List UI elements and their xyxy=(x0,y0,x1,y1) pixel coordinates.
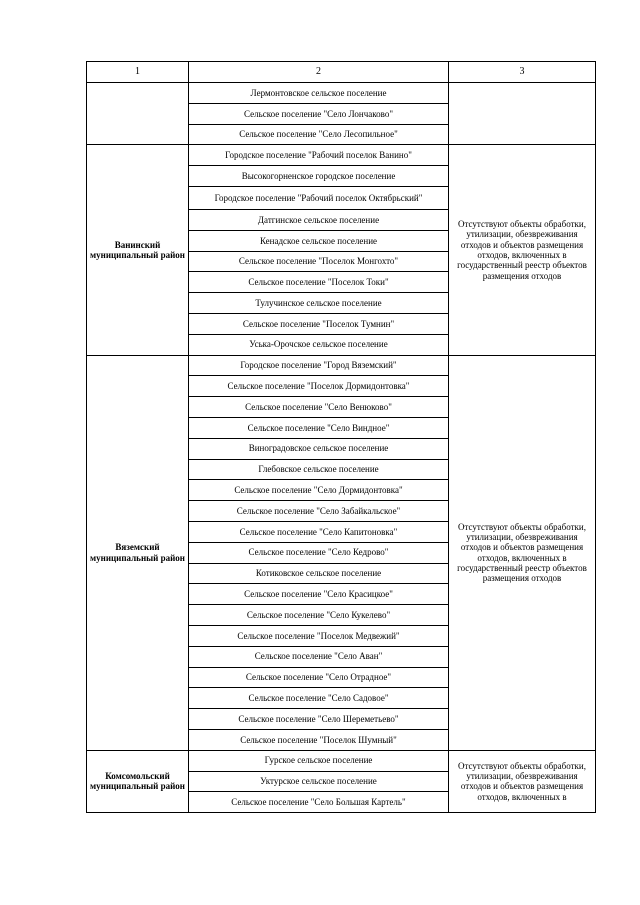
settlement-cell: Сельское поселение "Село Красицкое" xyxy=(189,584,449,605)
header-col-2: 2 xyxy=(189,62,449,83)
settlement-cell: Тулучинское сельское поселение xyxy=(189,293,449,314)
settlement-cell: Сельское поселение "Поселок Медвежий" xyxy=(189,625,449,646)
settlement-cell: Лермонтовское сельское поселение xyxy=(189,83,449,104)
district-cell-empty xyxy=(87,83,189,145)
district-name: Вяземский муниципальный район xyxy=(87,355,189,750)
district-note: Отсутствуют объекты обработки, утилизации, обезвреживания отходов и объектов размещения отходов, включенных в государственный реестр объектов размещения отходов xyxy=(449,145,596,355)
settlement-cell: Сельское поселение "Поселок Дормидонтовка" xyxy=(189,376,449,397)
district-note: Отсутствуют объекты обработки, утилизации, обезвреживания отходов и объектов размещения отходов, включенных в xyxy=(449,750,596,812)
header-row xyxy=(87,62,596,83)
table-row xyxy=(87,355,596,376)
settlement-cell: Глебовское сельское поселение xyxy=(189,459,449,480)
settlement-cell: Сельское поселение "Село Виндное" xyxy=(189,417,449,438)
settlement-cell: Котиковское сельское поселение xyxy=(189,563,449,584)
settlement-cell: Сельское поселение "Поселок Монгохто" xyxy=(189,251,449,272)
table-row xyxy=(87,83,596,104)
district-name: Ванинский муниципальный район xyxy=(87,145,189,355)
settlement-cell: Сельское поселение "Село Шереметьево" xyxy=(189,709,449,730)
settlement-cell: Сельское поселение "Село Венюково" xyxy=(189,397,449,418)
table-row xyxy=(87,750,596,771)
settlement-cell: Сельское поселение "Село Кукелево" xyxy=(189,605,449,626)
settlement-cell: Городское поселение "Рабочий поселок Октябрьский" xyxy=(189,186,449,209)
note-cell-empty xyxy=(449,83,596,145)
settlement-cell: Сельское поселение "Поселок Токи" xyxy=(189,272,449,293)
settlement-cell: Сельское поселение "Село Большая Картель" xyxy=(189,792,449,813)
settlement-cell: Уська-Орочское сельское поселение xyxy=(189,334,449,355)
header-col-1: 1 xyxy=(87,62,189,83)
settlement-cell: Кенадское сельское поселение xyxy=(189,230,449,251)
settlement-cell: Сельское поселение "Село Лончаково" xyxy=(189,103,449,124)
settlement-cell: Сельское поселение "Село Дормидонтовка" xyxy=(189,480,449,501)
district-note: Отсутствуют объекты обработки, утилизации, обезвреживания отходов и объектов размещения отходов, включенных в государственный реестр объектов размещения отходов xyxy=(449,355,596,750)
settlement-cell: Городское поселение "Рабочий поселок Ванино" xyxy=(189,145,449,166)
header-col-3: 3 xyxy=(449,62,596,83)
settlement-cell: Гурское сельское поселение xyxy=(189,750,449,771)
settlement-cell: Сельское поселение "Село Капитоновка" xyxy=(189,521,449,542)
district-name: Комсомольский муниципальный район xyxy=(87,750,189,812)
settlement-cell: Высокогорненское городское поселение xyxy=(189,166,449,187)
settlement-cell: Сельское поселение "Село Отрадное" xyxy=(189,667,449,688)
settlement-cell: Сельское поселение "Село Садовое" xyxy=(189,688,449,709)
settlement-cell: Сельское поселение "Село Аван" xyxy=(189,646,449,667)
settlement-cell: Датгинское сельское поселение xyxy=(189,209,449,230)
districts-table xyxy=(86,61,596,813)
settlement-cell: Сельское поселение "Село Лесопильное" xyxy=(189,124,449,145)
settlement-cell: Сельское поселение "Село Кедрово" xyxy=(189,542,449,563)
settlement-cell: Городское поселение "Город Вяземский" xyxy=(189,355,449,376)
settlement-cell: Уктурское сельское поселение xyxy=(189,771,449,792)
table-row xyxy=(87,145,596,166)
settlement-cell: Виноградовское сельское поселение xyxy=(189,438,449,459)
settlement-cell: Сельское поселение "Поселок Тумнин" xyxy=(189,313,449,334)
settlement-cell: Сельское поселение "Село Забайкальское" xyxy=(189,501,449,522)
settlement-cell: Сельское поселение "Поселок Шумный" xyxy=(189,729,449,750)
